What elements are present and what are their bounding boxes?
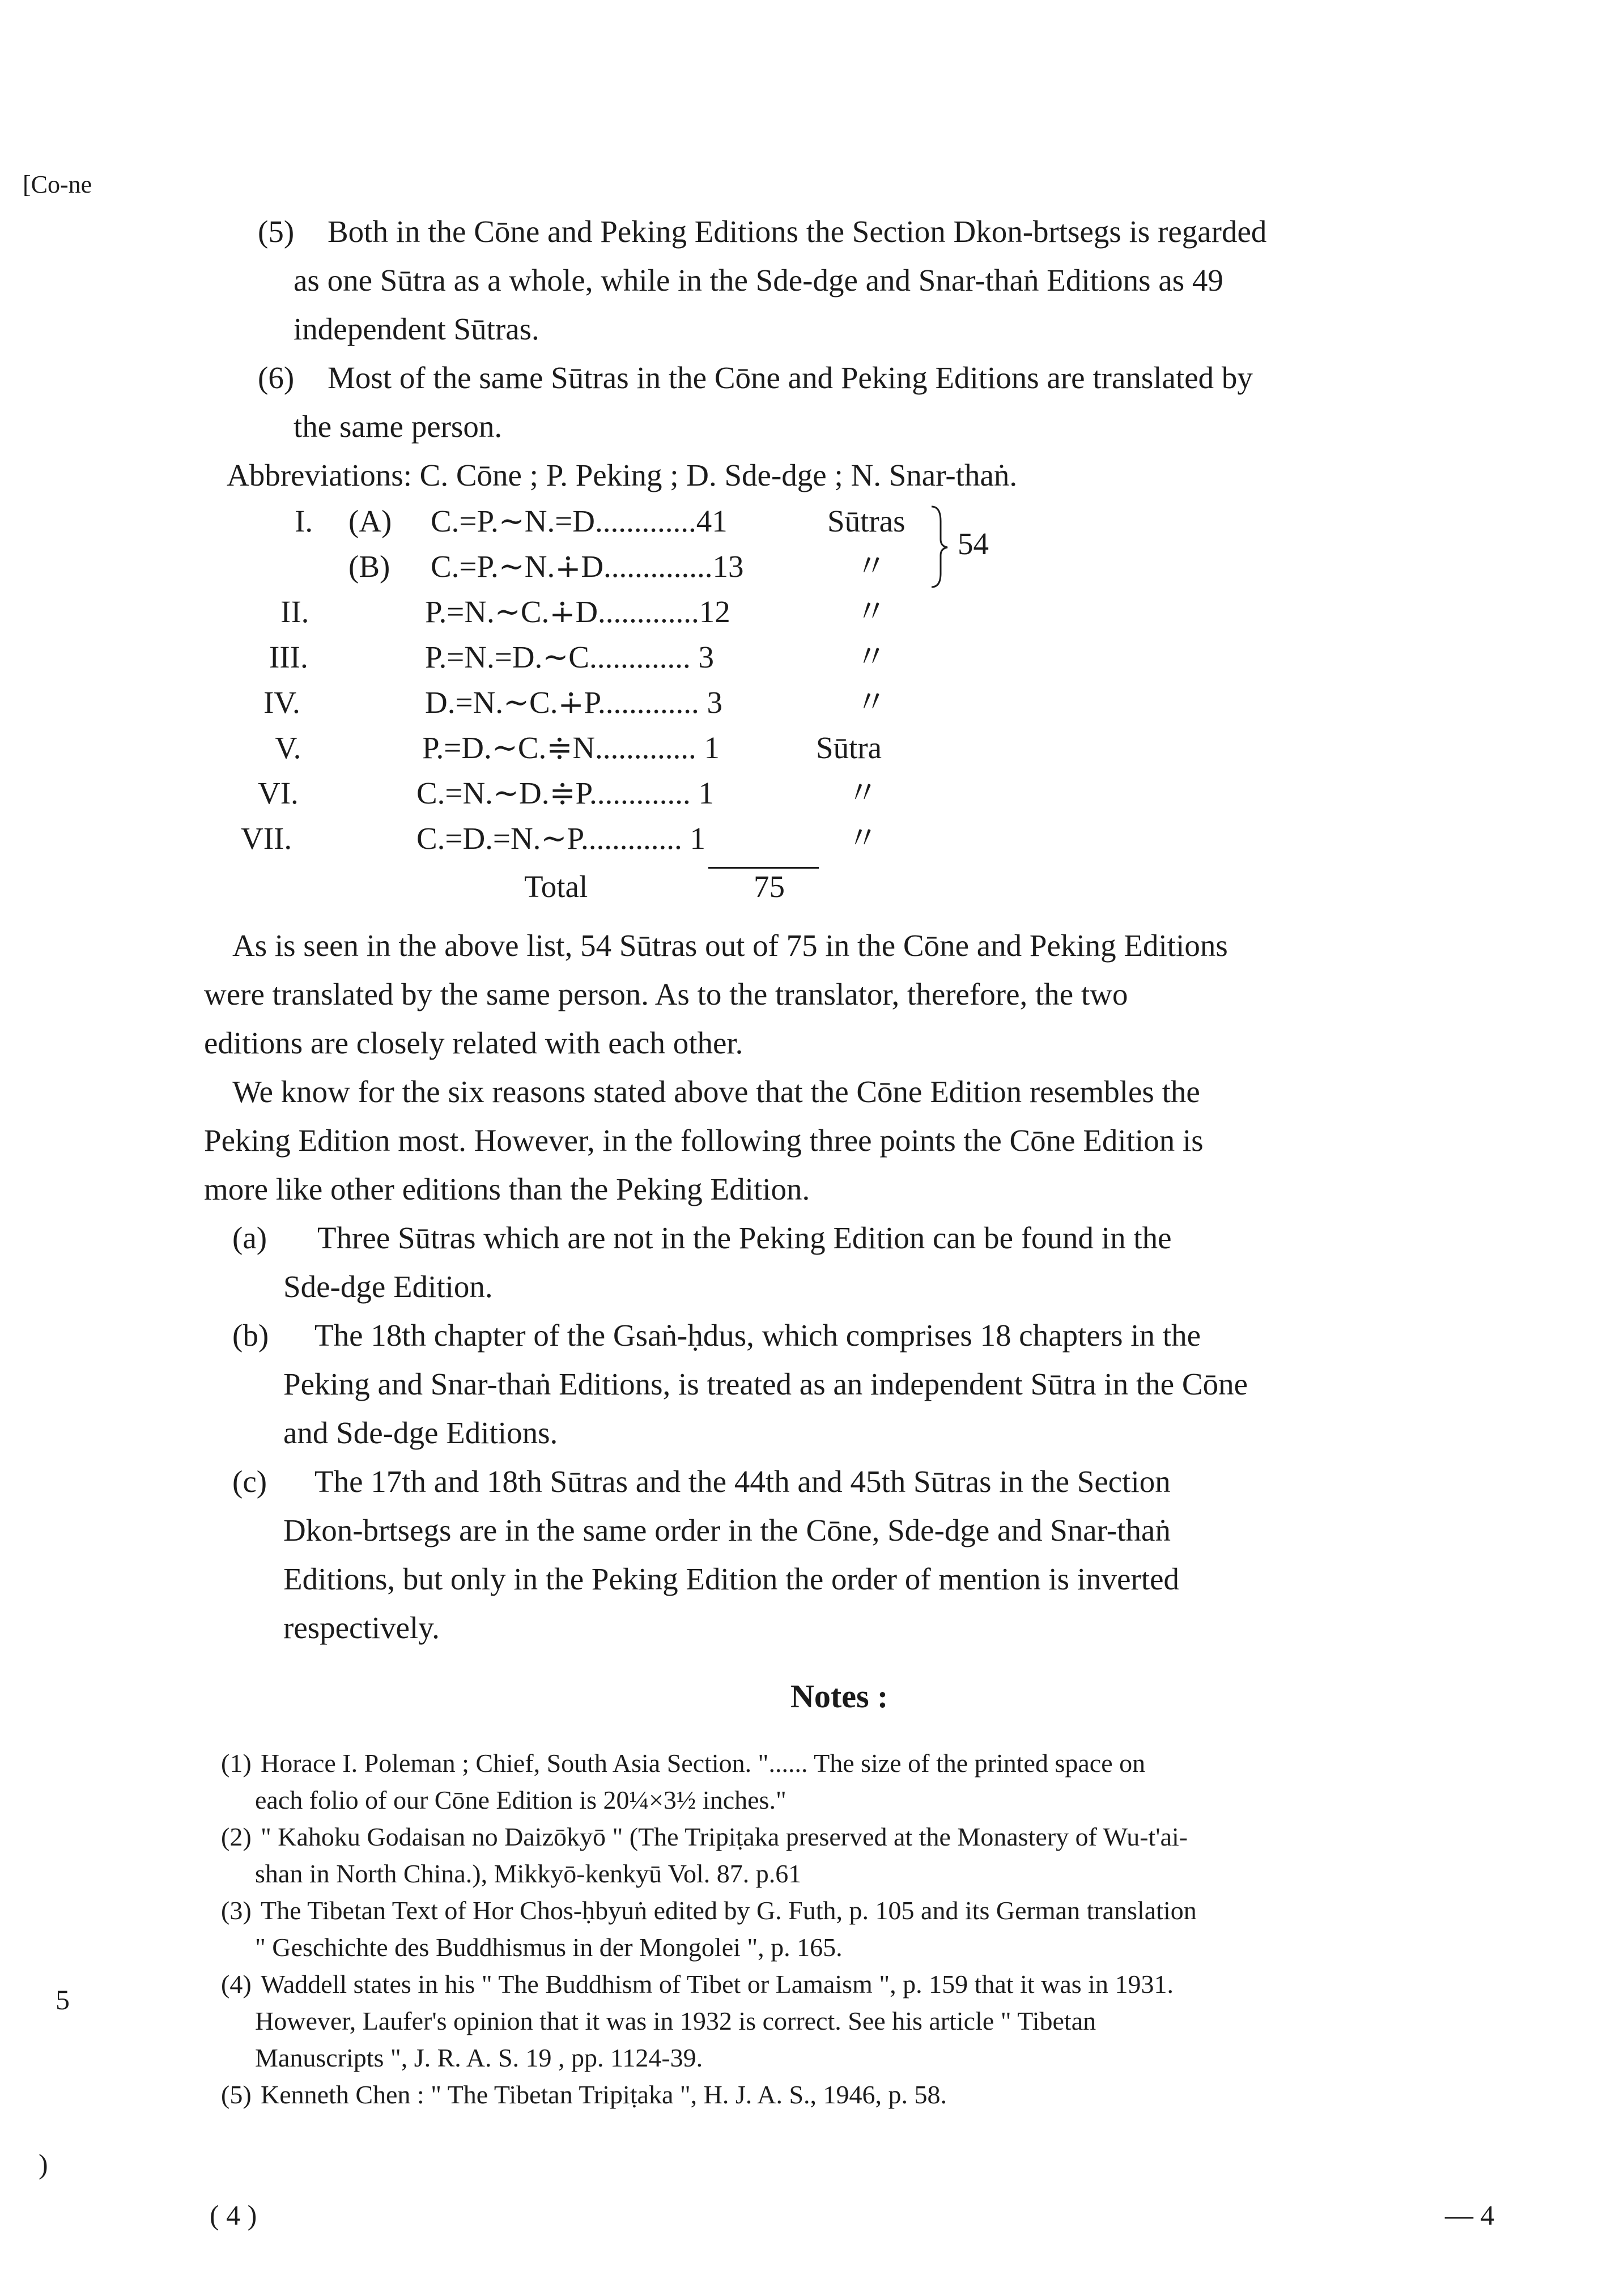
item-6-line-1: Most of the same Sūtras in the Cōne and Peking Editions are translated by <box>328 360 1253 395</box>
table-row-3-formula: P.=N.∼C.∔D.............12 <box>425 594 730 629</box>
note-4-line-2: However, Laufer's opinion that it was in 1932 is correct. See his article " Tibetan <box>255 2006 1096 2035</box>
note-2-line-2: shan in North China.), Mikkyō-kenkyū Vol. 87. p.61 <box>255 1859 802 1888</box>
note-1-line-2: each folio of our Cōne Edition is 20¼×3½ inches." <box>255 1785 787 1814</box>
table-row-7-formula: C.=N.∼D.≑P............. 1 <box>416 776 715 810</box>
table-row-4-unit: 〃 <box>856 640 887 674</box>
point-b-number: (b) <box>232 1318 269 1353</box>
table-row-2-formula: C.=P.∼N.∔D..............13 <box>431 549 744 584</box>
item-6-line-2: the same person. <box>294 409 503 444</box>
table-row-8-roman: VII. <box>241 821 292 856</box>
note-5-line-1: Kenneth Chen : " The Tibetan Tripiṭaka ", H. J. A. S., 1946, p. 58. <box>261 2080 947 2109</box>
point-b-line-2: Peking and Snar-thaṅ Editions, is treated as an independent Sūtra in the Cōne <box>283 1367 1248 1401</box>
point-c-line-3: Editions, but only in the Peking Edition the order of mention is inverted <box>283 1562 1180 1596</box>
paragraph-2-line-1: We know for the six reasons stated above that the Cōne Edition resembles the <box>232 1074 1200 1109</box>
note-2-line-1: " Kahoku Godaisan no Daizōkyō " (The Tripiṭaka preserved at the Monastery of Wu-t'ai- <box>261 1822 1188 1851</box>
note-3-number: (3) <box>221 1896 252 1925</box>
page-number-right: — 4 <box>1445 2199 1495 2231</box>
point-a-number: (a) <box>232 1221 267 1255</box>
item-6-number: (6) <box>258 360 295 395</box>
point-c-line-4: respectively. <box>283 1610 440 1645</box>
paragraph-2-line-2: Peking Edition most. However, in the following three points the Cōne Edition is <box>204 1123 1204 1158</box>
point-a-line-2: Sde-dge Edition. <box>283 1269 493 1304</box>
item-5-line-2: as one Sūtra as a whole, while in the Sde-dge and Snar-thaṅ Editions as 49 <box>294 263 1223 297</box>
point-b-line-3: and Sde-dge Editions. <box>283 1415 558 1450</box>
total-label: Total <box>524 869 588 904</box>
note-4-line-3: Manuscripts ", J. R. A. S. 19 , pp. 1124-39. <box>255 2043 703 2072</box>
paragraph-1-line-2: were translated by the same person. As to the translator, therefore, the two <box>204 977 1128 1011</box>
table-row-7-unit: 〃 <box>847 776 879 810</box>
table-row-4-formula: P.=N.=D.∼C............. 3 <box>425 640 714 674</box>
table-row-1-sub: (A) <box>348 504 392 538</box>
item-5-line-3: independent Sūtras. <box>294 312 539 346</box>
table-row-1-formula: C.=P.∼N.=D.............41 <box>431 504 728 538</box>
page-number-left: ( 4 ) <box>210 2199 257 2231</box>
table-row-6-unit: Sūtra <box>816 730 882 765</box>
note-5-number: (5) <box>221 2080 252 2109</box>
table-row-1-unit: Sūtras <box>827 504 905 538</box>
note-1-line-1: Horace I. Poleman ; Chief, South Asia Section. "...... The size of the printed space on <box>261 1749 1146 1778</box>
table-row-2-sub: (B) <box>348 549 390 584</box>
brace-total: 54 <box>958 526 989 561</box>
note-4-number: (4) <box>221 1970 252 1999</box>
table-row-5-unit: 〃 <box>856 685 887 720</box>
point-c-line-2: Dkon-brtsegs are in the same order in the Cōne, Sde-dge and Snar-thaṅ <box>283 1513 1171 1547</box>
table-row-4-roman: III. <box>269 640 308 674</box>
table-row-5-roman: IV. <box>263 685 300 720</box>
note-4-line-1: Waddell states in his " The Buddhism of Tibet or Lamaism ", p. 159 that it was in 1931. <box>261 1970 1174 1999</box>
paragraph-1-line-1: As is seen in the above list, 54 Sūtras out of 75 in the Cōne and Peking Editions <box>232 928 1228 963</box>
abbreviations-line: Abbreviations: C. Cōne ; P. Peking ; D. Sde-dge ; N. Snar-thaṅ. <box>227 458 1018 492</box>
item-5-line-1: Both in the Cōne and Peking Editions the Section Dkon-brtsegs is regarded <box>328 214 1267 249</box>
table-row-8-formula: C.=D.=N.∼P............. 1 <box>416 821 705 856</box>
notes-heading: Notes : <box>790 1678 888 1715</box>
item-5-number: (5) <box>258 214 295 249</box>
table-row-6-roman: V. <box>275 730 301 765</box>
right-brace-icon <box>928 504 951 589</box>
note-2-number: (2) <box>221 1822 252 1851</box>
note-1-number: (1) <box>221 1749 252 1778</box>
total-value: 75 <box>754 869 785 904</box>
paragraph-1-line-3: editions are closely related with each other. <box>204 1026 743 1060</box>
margin-header-fragment: [Co-ne <box>23 171 92 198</box>
margin-side-number: 5 <box>56 1984 70 2016</box>
note-3-line-1: The Tibetan Text of Hor Chos-ḥbyuṅ edited by G. Futh, p. 105 and its German translation <box>261 1896 1197 1925</box>
point-a-line-1: Three Sūtras which are not in the Peking Edition can be found in the <box>317 1221 1172 1255</box>
table-row-1-roman: I. <box>295 504 313 538</box>
note-3-line-2: " Geschichte des Buddhismus in der Mongolei ", p. 165. <box>255 1933 843 1962</box>
table-row-5-formula: D.=N.∼C.∔P............. 3 <box>425 685 723 720</box>
paragraph-2-line-3: more like other editions than the Peking Edition. <box>204 1172 810 1206</box>
margin-bottom-paren: ) <box>39 2148 48 2180</box>
table-row-8-unit: 〃 <box>847 821 879 856</box>
point-b-line-1: The 18th chapter of the Gsaṅ-ḥdus, which comprises 18 chapters in the <box>314 1318 1201 1353</box>
table-row-2-unit: 〃 <box>856 549 887 584</box>
table-row-7-roman: VI. <box>258 776 299 810</box>
edition-comparison-table <box>0 499 1624 904</box>
table-row-6-formula: P.=D.∼C.≑N............. 1 <box>422 730 720 765</box>
point-c-number: (c) <box>232 1464 267 1499</box>
table-row-3-roman: II. <box>280 594 309 629</box>
table-row-3-unit: 〃 <box>856 594 887 629</box>
point-c-line-1: The 17th and 18th Sūtras and the 44th and 45th Sūtras in the Section <box>314 1464 1171 1499</box>
